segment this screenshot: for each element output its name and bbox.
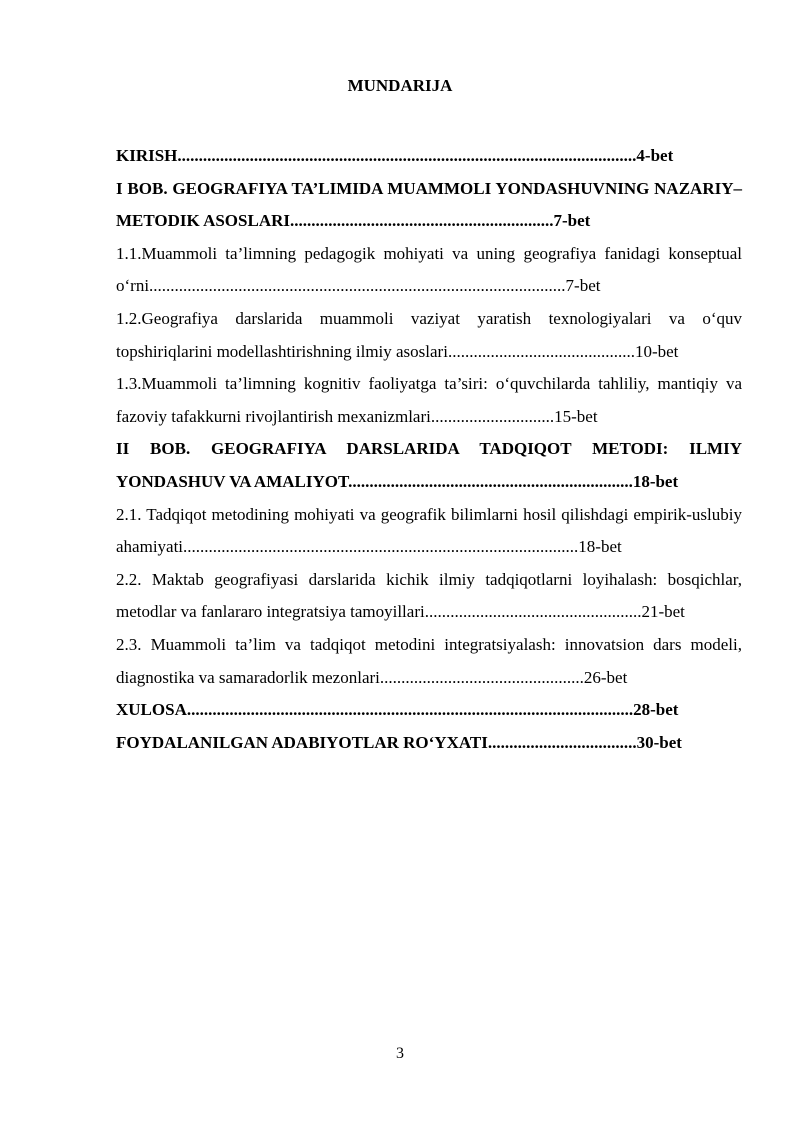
toc-entry-1-3: 1.3.Muammoli ta’limning kognitiv faoliyatga ta’siri: o‘quvchilarda tahliliy, mantiqiy va fazoviy tafakkurni rivojlantirish mexanizmlari.............................15-bet [116, 374, 742, 426]
page-title: MUNDARIJA [347, 76, 453, 95]
toc-entry-1-2: 1.2.Geografiya darslarida muammoli vaziyat yaratish texnologiyalari va o‘quv topshiriqlarini modellashtirishning ilmiy asoslari............................................10-bet [116, 308, 742, 361]
toc-entry-chapter-2: II BOB. GEOGRAFIYA DARSLARIDA TADQIQOT METODI: ILMIY YONDASHUV VA AMALIYOT...................................................................18-bet [116, 439, 742, 491]
toc-entry-kirish: KIRISH............................................................................................................4-bet [116, 146, 674, 165]
toc-entry-xulosa: XULOSA.........................................................................................................28-bet [116, 700, 679, 720]
toc-entry-2-1: 2.1. Tadqiqot metodining mohiyati va geografik bilimlarni hosil qilishdagi empirik-uslubiy ahamiyati.............................................................................................18-bet [116, 504, 742, 557]
toc-entry-references: FOYDALANILGAN ADABIYOTLAR RO‘YXATI...................................30-bet [116, 732, 682, 752]
toc-entry-2-2: 2.2. Maktab geografiyasi darslarida kichik ilmiy tadqiqotlarni loyihalash: bosqichlar, metodlar va fanlararo integratsiya tamoyillari...................................................21-bet [116, 569, 742, 622]
toc-entry-chapter-1: I BOB. GEOGRAFIYA TA’LIMIDA MUAMMOLI YONDASHUVNING NAZARIY–METODIK ASOSLARI..............................................................7-bet [116, 178, 742, 231]
toc-entry-2-3: 2.3. Muammoli ta’lim va tadqiqot metodini integratsiyalash: innovatsion dars modeli, diagnostika va samaradorlik mezonlari................................................26-bet [116, 634, 742, 687]
table-of-contents [116, 140, 742, 759]
toc-entry-1-1: 1.1.Muammoli ta’limning pedagogik mohiyati va uning geografiya fanidagi konseptual o‘rni..................................................................................................7-bet [116, 243, 742, 296]
page-number: 3 [396, 1045, 404, 1062]
